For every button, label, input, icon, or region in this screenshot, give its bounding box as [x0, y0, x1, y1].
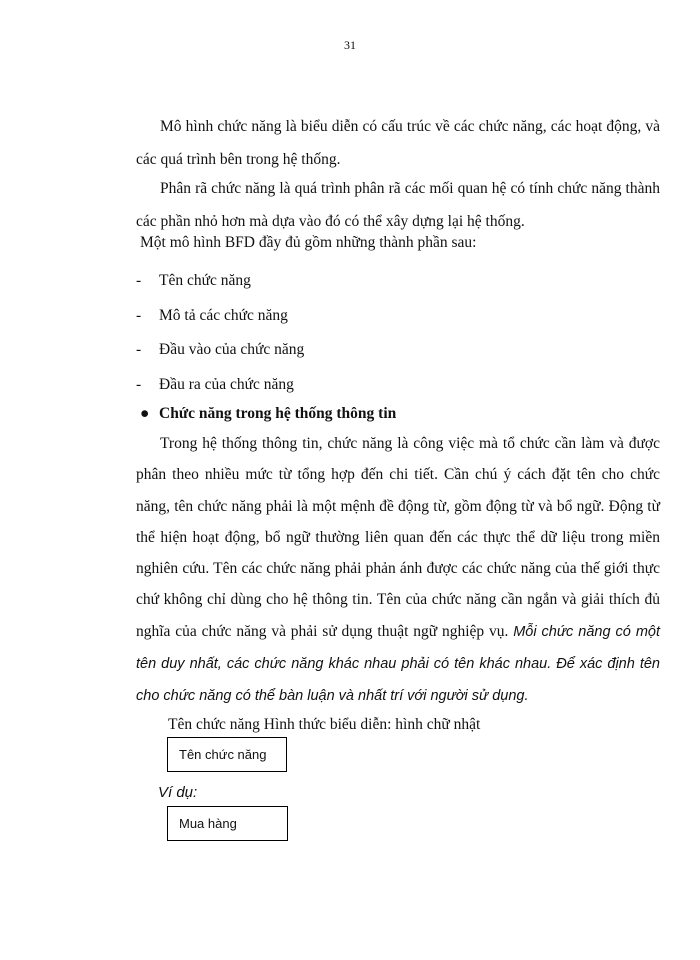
section-heading-text: Chức năng trong hệ thống thông tin [159, 405, 397, 422]
list-item [136, 372, 304, 407]
dash-marker: - [136, 306, 142, 324]
list-item [136, 268, 304, 303]
dash-marker: - [136, 272, 142, 289]
dash-marker: - [136, 341, 142, 358]
bfd-components-list [136, 268, 304, 406]
paragraph-3 [136, 428, 660, 713]
example-label: Ví dụ: [158, 784, 198, 801]
list-item [136, 303, 304, 338]
bfd-intro: Một mô hình BFD đầy đủ gồm những thành phần sau: [140, 234, 477, 251]
dash-marker: - [136, 375, 142, 393]
list-item-text: Đầu ra của chức năng [159, 375, 294, 393]
list-item-text: Tên chức năng [159, 272, 251, 289]
representation-line: Tên chức năng Hình thức biểu diễn: hình chữ nhật [168, 716, 481, 733]
paragraph-1-text: Mô hình chức năng là biểu diễn có cấu trúc về các chức năng, các hoạt động, và các quá trình bên trong hệ thống. [136, 118, 660, 168]
function-box: Tên chức năng [167, 737, 287, 772]
list-item [136, 337, 304, 372]
paragraph-3-text: Trong hệ thống thông tin, chức năng là công việc mà tổ chức cần làm và được phân theo nhiều mức từ tổng hợp đến chi tiết. Cần chú ý cách đặt tên cho chức năng, tên chức năng phải là một mệnh đề động từ, gồm động từ và bổ ngữ. Động từ thể hiện hoạt động, bổ ngữ thường liên quan đến các thực thể dữ liệu trong miền nghiên cứu. Tên các chức năng phải phản ánh được các chức năng của thế giới thực chứ không chỉ dùng cho hệ thông tin. Tên của chức năng cần ngắn và giải thích đủ nghĩa của chức năng và phải sử dụng thuật ngữ nghiệp vụ. [136, 435, 660, 640]
page-number: 31 [344, 38, 356, 52]
paragraph-2 [136, 172, 660, 238]
paragraph-1 [136, 110, 660, 176]
list-item-text: Đầu vào của chức năng [159, 341, 305, 358]
example-function-box: Mua hàng [167, 806, 288, 841]
list-item-text: Mô tả các chức năng [159, 306, 288, 324]
section-heading [140, 405, 396, 423]
paragraph-2-text: Phân rã chức năng là quá trình phân rã các mối quan hệ có tính chức năng thành các phần nhỏ hơn mà dựa vào đó có thể xây dựng lại hệ thống. [136, 180, 660, 230]
paragraph-3-italic: Mỗi chức năng có một tên duy nhất, các chức năng khác nhau phải có tên khác nhau. Để xác định tên cho chức năng có thể bàn luận và nhất trí với người sử dụng. [136, 623, 660, 705]
bullet-dot-icon: ● [140, 405, 150, 422]
